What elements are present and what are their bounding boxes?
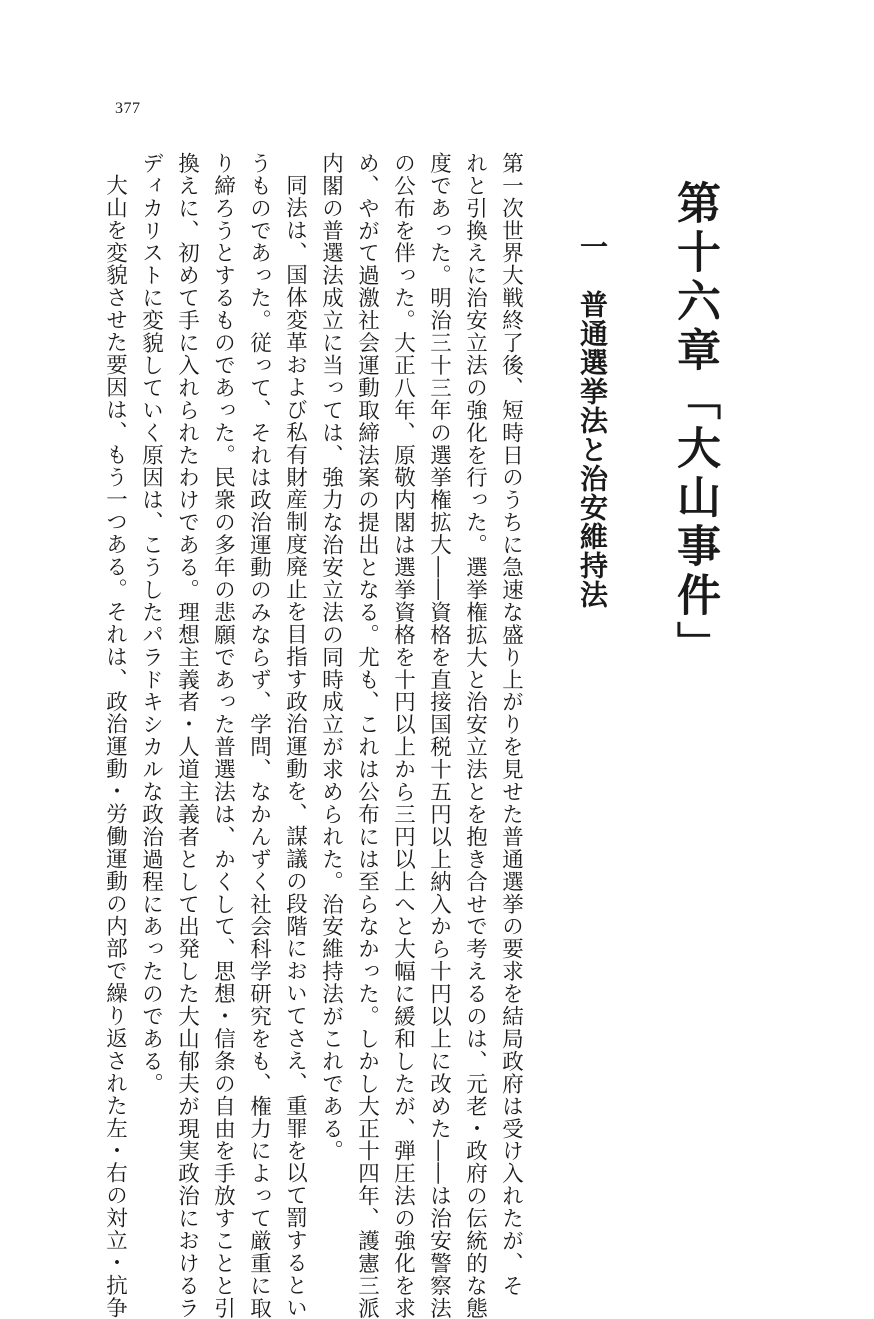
body-line: り締ろうとするものであった。民衆の多年の悲願であった普選法は、かくして、思想・信条の自由を手放すことと引 bbox=[210, 152, 236, 1319]
body-line: 内閣の普選法成立に当っては、強力な治安立法の同時成立が求められた。治安維持法がこれである。 bbox=[318, 152, 344, 1163]
body-line: れと引換えに治安立法の強化を行った。選挙権拡大と治安立法とを抱き合せで考えるのは、元老・政府の伝統的な態 bbox=[462, 152, 488, 1319]
body-line: 同法は、国体変革および私有財産制度廃止を目指す政治運動を、謀議の段階においてさえ、重罪を以て罰するとい bbox=[282, 174, 308, 1319]
body-line: 第一次世界大戦終了後、短時日のうちに急速な盛り上がりを見せた普通選挙の要求を結局政府は受け入れたが、そ bbox=[498, 152, 524, 1297]
body-line: 度であった。明治三十三年の選挙権拡大――資格を直接国税十五円以上納入から十円以上に改めた――は治安警察法 bbox=[426, 152, 452, 1319]
section-title: 一 普通選挙法と治安維持法 bbox=[576, 232, 609, 609]
body-line: 換えに、初めて手に入れられたわけである。理想主義者・人道主義者として出発した大山郁夫が現実政治におけるラ bbox=[174, 152, 200, 1319]
chapter-title: 第十六章「大山事件」 bbox=[669, 180, 720, 670]
page-number: 377 bbox=[115, 100, 141, 117]
body-line: の公布を伴った。大正八年、原敬内閣は選挙資格を十円以上から三円以上へと大幅に緩和したが、弾圧法の強化を求 bbox=[390, 152, 416, 1319]
body-line: ディカリストに変貌していく原因は、こうしたパラドキシカルな政治過程にあったのである。 bbox=[138, 152, 164, 1095]
body-line: 大山を変貌させた要因は、もう一つある。それは、政治運動・労働運動の内部で繰り返された左・右の対立・抗争 bbox=[102, 174, 128, 1319]
body-line: うものであった。従って、それは政治運動のみならず、学問、なかんずく社会科学研究をも、権力によって厳重に取 bbox=[246, 152, 272, 1319]
body-line: め、やがて過激社会運動取締法案の提出となる。尤も、これは公布には至らなかった。しかし大正十四年、護憲三派 bbox=[354, 152, 380, 1319]
